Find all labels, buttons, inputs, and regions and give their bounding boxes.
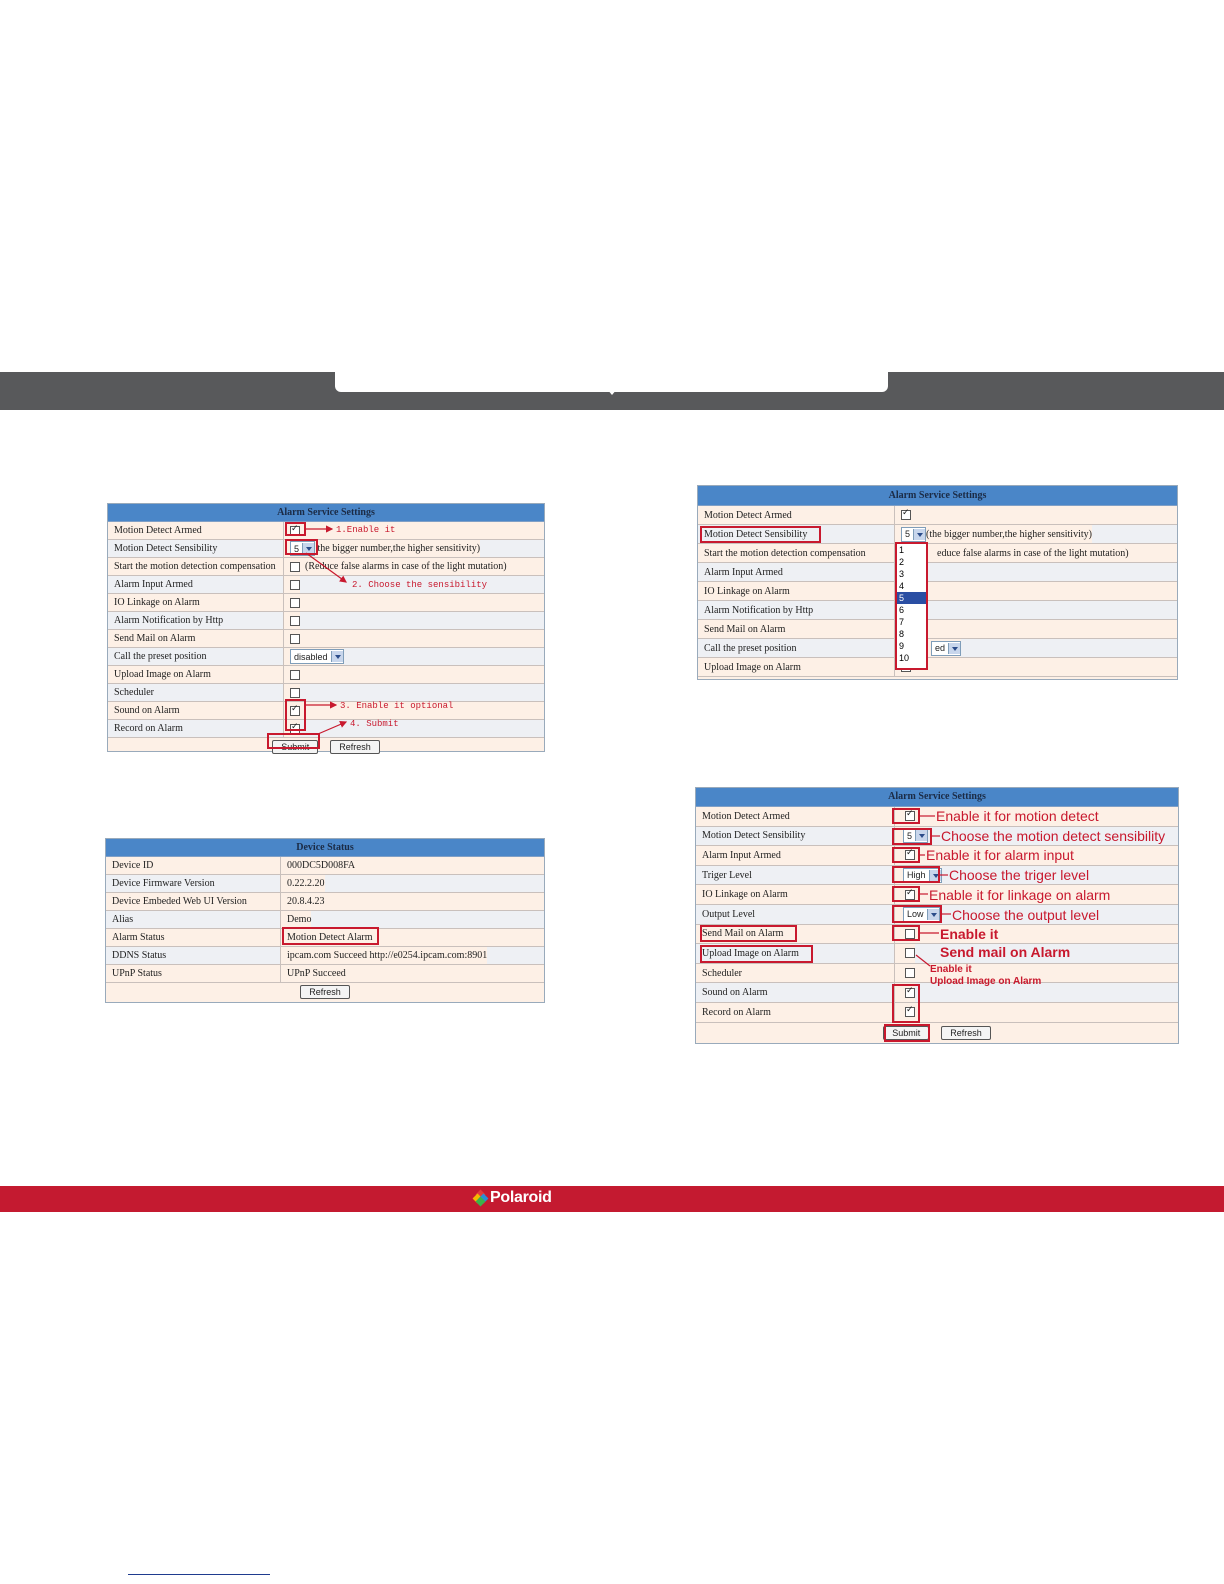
panel-title: Alarm Service Settings — [696, 788, 1178, 807]
row-label: Send Mail on Alarm — [696, 925, 895, 944]
row-label: Record on Alarm — [108, 720, 284, 737]
select-value: Low — [907, 909, 924, 920]
row-label: Start the motion detection compensation — [108, 558, 284, 575]
row-value: 000DC5D008FA — [287, 860, 356, 871]
annotation-step-2: 2. Choose the sensibility — [352, 580, 488, 590]
row-label: Device Firmware Version — [106, 875, 281, 892]
annotation-motion: Enable it for motion detect — [936, 808, 1099, 824]
annotation-step-3: 3. Enable it optional — [340, 701, 454, 711]
row-label: Alarm Input Armed — [108, 576, 284, 593]
row-label: Start the motion detection compensation — [698, 544, 895, 562]
row-label: Alarm Input Armed — [696, 846, 895, 865]
brand-name: Polaroid — [490, 1189, 552, 1206]
row-label: Triger Level — [696, 866, 895, 885]
annotation-step-4: 4. Submit — [350, 719, 399, 729]
annotation-upload-line1: Enable it — [930, 964, 972, 975]
row-label: Output Level — [696, 905, 895, 924]
dropdown-option[interactable]: 6 — [899, 605, 905, 615]
annotation-linkage: Enable it for linkage on alarm — [929, 887, 1111, 903]
row-label: Upload Image on Alarm — [696, 944, 895, 963]
row-label: UPnP Status — [106, 965, 281, 982]
row-label: Send Mail on Alarm — [108, 630, 284, 647]
row-label: DDNS Status — [106, 947, 281, 964]
row-label: Alarm Input Armed — [698, 563, 895, 581]
dropdown-option[interactable]: 9 — [899, 641, 905, 651]
alarm-status-value: Motion Detect Alarm — [287, 932, 373, 943]
row-label: Alarm Notification by Http — [698, 601, 895, 619]
select-value: 5 — [907, 830, 913, 841]
annotation-mail-enable: Enable it — [940, 926, 999, 942]
dropdown-option[interactable]: 7 — [899, 617, 905, 627]
row-label: Sound on Alarm — [108, 702, 284, 719]
row-label: Motion Detect Sensibility — [696, 827, 895, 846]
dropdown-option-selected[interactable]: 5 — [897, 592, 926, 604]
submit-button[interactable]: Submit — [883, 1026, 929, 1040]
row-label: Motion Detect Armed — [108, 522, 284, 539]
dropdown-option[interactable]: 4 — [899, 581, 905, 591]
annotation-step-1: 1.Enable it — [336, 525, 396, 535]
row-label: IO Linkage on Alarm — [696, 885, 895, 904]
dropdown-option[interactable]: 10 — [899, 653, 910, 663]
select-value: disabled — [294, 651, 328, 662]
row-label: IO Linkage on Alarm — [108, 594, 284, 611]
select-value: 5 — [294, 543, 300, 554]
row-label: Scheduler — [696, 964, 895, 983]
row-label: Device Embeded Web UI Version — [106, 893, 281, 910]
annotation-mail: Send mail on Alarm — [940, 944, 1071, 960]
row-label: Call the preset position — [698, 639, 895, 657]
connector-upload — [916, 955, 930, 966]
annotation-triger: Choose the triger level — [949, 867, 1090, 883]
row-label: Sound on Alarm — [696, 983, 895, 1002]
refresh-button[interactable]: Refresh — [941, 1026, 991, 1040]
refresh-button[interactable]: Refresh — [300, 985, 350, 999]
dropdown-option[interactable]: 3 — [899, 569, 905, 579]
row-label: Record on Alarm — [696, 1003, 895, 1022]
row-label: Motion Detect Sensibility — [698, 525, 895, 543]
dropdown-option[interactable]: 2 — [899, 557, 905, 567]
dropdown-option[interactable]: 8 — [899, 629, 905, 639]
row-label: IO Linkage on Alarm — [698, 582, 895, 600]
row-label: Motion Detect Armed — [698, 506, 895, 524]
annotation-sensibility: Choose the motion detect sensibility — [941, 828, 1166, 844]
row-label: Motion Detect Sensibility — [108, 540, 284, 557]
refresh-button[interactable]: Refresh — [330, 740, 380, 754]
row-value: 0.22.2.20 — [281, 875, 325, 892]
panel-title: Alarm Service Settings — [108, 504, 544, 522]
annotation-alarm-input: Enable it for alarm input — [926, 847, 1074, 863]
row-hint: educe false alarms in case of the light mutation) — [937, 547, 1129, 559]
select-value: 5 — [905, 529, 911, 539]
row-label: Upload Image on Alarm — [698, 658, 895, 676]
annotation-upload-line2: Upload Image on Alarm — [930, 976, 1042, 987]
dropdown-option[interactable]: 1 — [899, 545, 905, 555]
panel-title: Device Status — [106, 839, 544, 857]
row-label: Alarm Notification by Http — [108, 612, 284, 629]
select-value: High — [907, 870, 926, 881]
arrow-step-2 — [306, 553, 346, 582]
row-value: Demo — [281, 911, 311, 928]
row-value: UPnP Succeed — [287, 968, 346, 979]
row-hint: the bigger number,the higher sensitivity) — [317, 543, 481, 554]
row-label: Alarm Status — [106, 929, 281, 946]
select-value: ed — [935, 643, 946, 653]
annotation-output: Choose the output level — [952, 907, 1100, 923]
row-hint: (Reduce false alarms in case of the light mutation) — [305, 561, 507, 572]
row-label: Device ID — [106, 857, 281, 874]
panel-title: Alarm Service Settings — [698, 486, 1177, 506]
row-label: Upload Image on Alarm — [108, 666, 284, 683]
arrow-step-4 — [318, 722, 346, 734]
row-label: Alias — [106, 911, 281, 928]
submit-button[interactable]: Submit — [272, 740, 318, 754]
row-value: 20.8.4.23 — [287, 896, 325, 907]
row-label: Send Mail on Alarm — [698, 620, 895, 638]
row-label: Motion Detect Armed — [696, 807, 895, 826]
row-label: Call the preset position — [108, 648, 284, 665]
row-label: Scheduler — [108, 684, 284, 701]
row-hint: (the bigger number,the higher sensitivity) — [926, 528, 1092, 540]
row-value: ipcam.com Succeed http://e0254.ipcam.com:8901 — [281, 947, 487, 964]
